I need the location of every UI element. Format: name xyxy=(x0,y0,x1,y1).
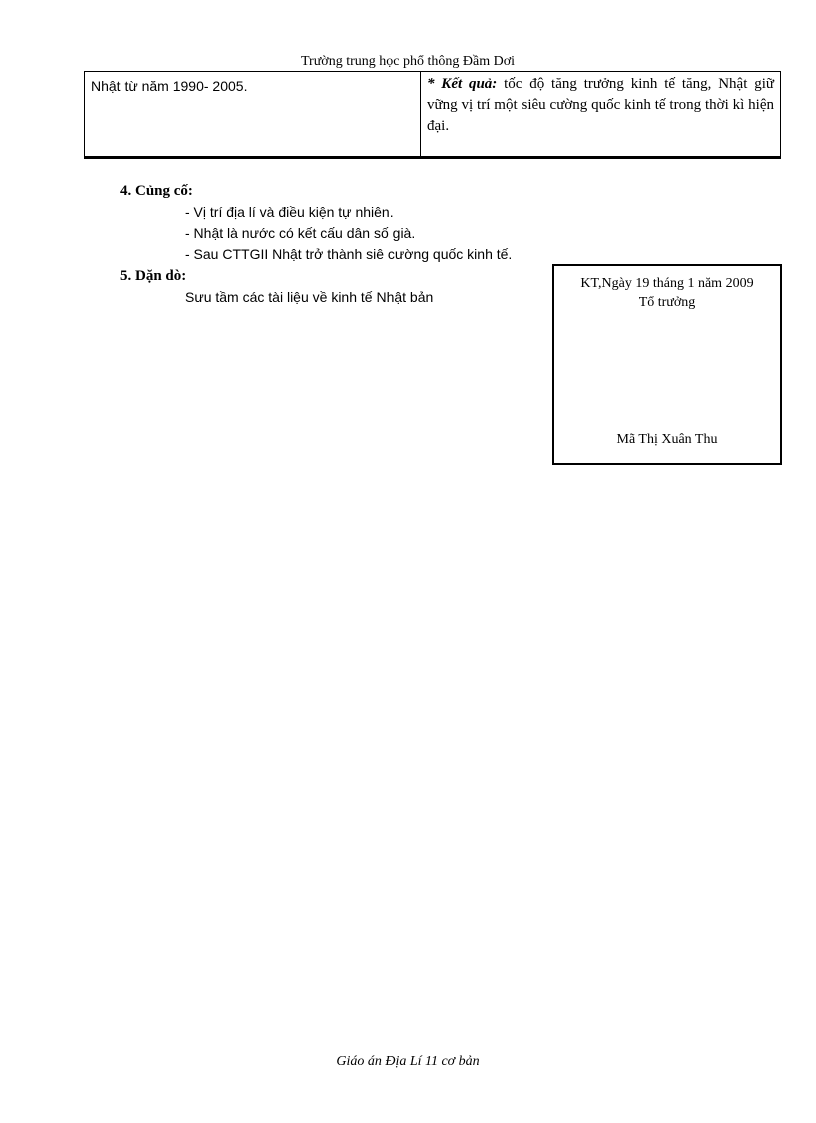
section-4-item-3: - Sau CTTGII Nhật trở thành siê cường quốc kinh tế. xyxy=(185,246,513,262)
page-footer: Giáo án Địa Lí 11 cơ bản xyxy=(336,1054,480,1069)
page-header: Trường trung học phổ thông Đầm Dơi xyxy=(301,54,515,69)
result-label: * Kết quả: xyxy=(427,76,498,92)
table-cell-left: Nhật từ năm 1990- 2005. xyxy=(85,72,421,156)
approval-box xyxy=(552,264,782,465)
section-5-text: Sưu tầm các tài liệu về kinh tế Nhật bản xyxy=(185,289,434,305)
section-4-item-1: - Vị trí địa lí và điều kiện tự nhiên. xyxy=(185,204,394,220)
section-4-item-2: - Nhật là nước có kết cấu dân số già. xyxy=(185,225,416,241)
section-4-title: 4. Củng cố: xyxy=(120,183,193,199)
content-table xyxy=(84,71,781,159)
approval-name: Mã Thị Xuân Thu xyxy=(616,432,718,447)
table-cell-right xyxy=(421,72,780,156)
result-text: tốc độ tăng trưởng kinh tế tăng, Nhật giữ vững vị trí một siêu cường quốc kinh tế trong thời kì hiện đại. xyxy=(427,76,774,134)
approval-role: Tổ trưởng xyxy=(638,295,696,310)
section-5-title: 5. Dặn dò: xyxy=(120,268,187,284)
approval-date: KT,Ngày 19 tháng 1 năm 2009 xyxy=(580,276,754,291)
